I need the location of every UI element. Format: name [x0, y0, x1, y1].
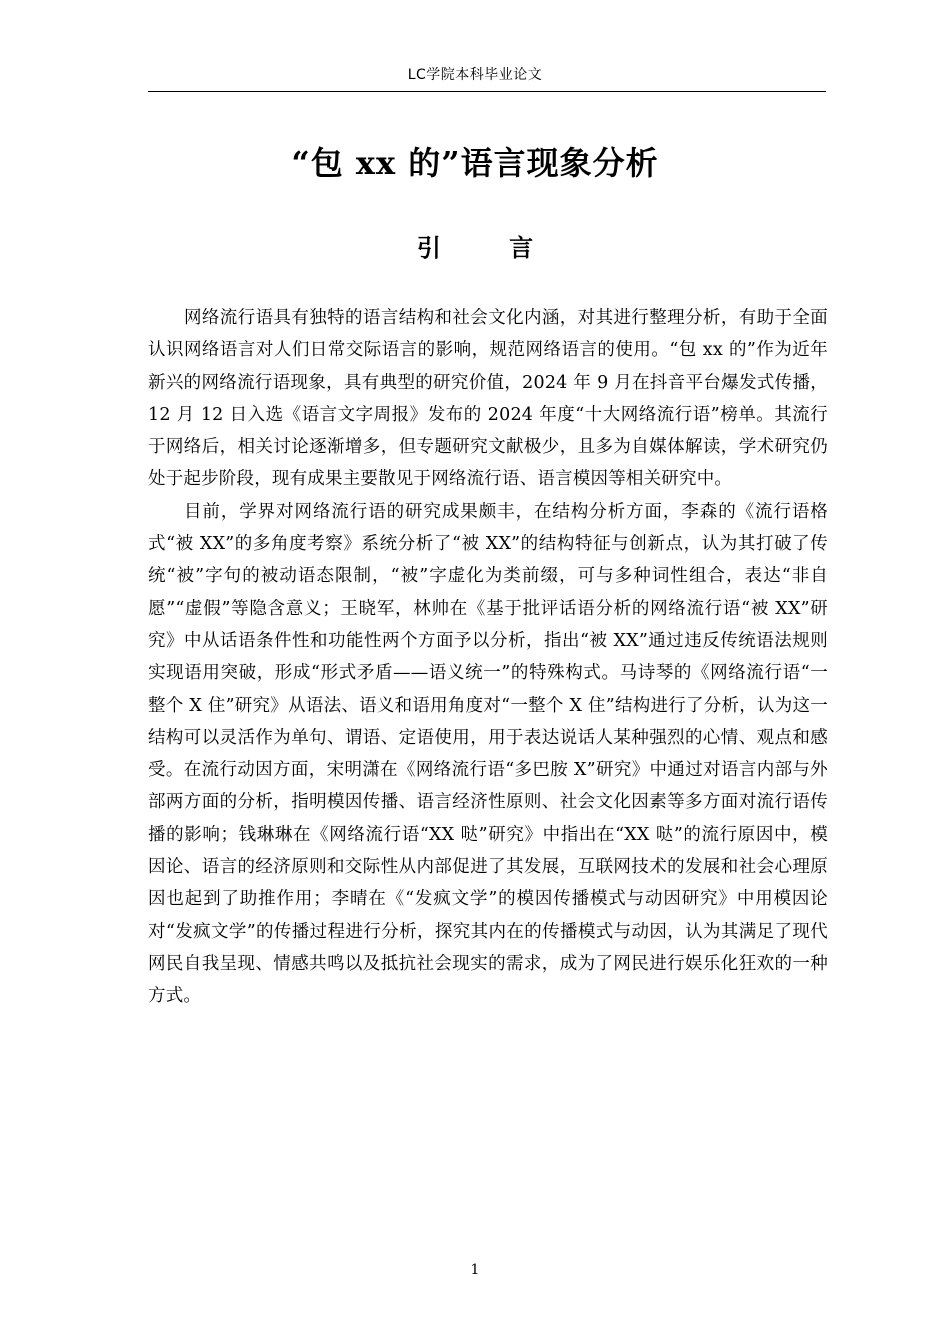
paragraph-2: 目前，学界对网络流行语的研究成果颇丰，在结构分析方面，李森的《流行语格式“被 XX”的多角度考察》系统分析了“被 XX”的结构特征与创新点，认为其打破了传统“被”字句的被动语态限制，“被”字虚化为类前缀，可与多种词性组合，表达“非自愿”“虚假”等隐含意义；王晓军，林帅在《基于批评话语分析的网络流行语“被 XX”研究》中从话语条件性和功能性两个方面予以分析，指出“被 XX”通过违反传统语法规则实现语用突破，形成“形式矛盾——语义统一”的特殊构式。马诗琴的《网络流行语“一整个 X 住”研究》从语法、语义和语用角度对“一整个 X 住”结构进行了分析，认为这一结构可以灵活作为单句、谓语、定语使用，用于表达说话人某种强烈的心情、观点和感受。在流行动因方面，宋明潇在《网络流行语“多巴胺 X”研究》中通过对语言内部与外部两方面的分析，指明模因传播、语言经济性原则、社会文化因素等多方面对流行语传播的影响；钱琳琳在《网络流行语“XX 哒”研究》中指出在“XX 哒”的流行原因中，模因论、语言的经济原则和交际性从内部促进了其发展，互联网技术的发展和社会心理原因也起到了助推作用；李晴在《“发疯文学”的模因传播模式与动因研究》中用模因论对“发疯文学”的传播过程进行分析，探究其内在的传播模式与动因，认为其满足了现代网民自我呈现、情感共鸣以及抵抗社会现实的需求，成为了网民进行娱乐化狂欢的一种方式。	[148, 501, 828, 1007]
document-title: “包 xx 的”语言现象分析	[291, 144, 659, 182]
running-header: LC学院本科毕业论文	[407, 67, 543, 83]
page-number: 1	[470, 1262, 480, 1278]
section-heading-introduction: 引 言	[416, 234, 564, 262]
header-rule	[148, 91, 826, 92]
body-text	[148, 302, 828, 1013]
paragraph-1: 网络流行语具有独特的语言结构和社会文化内涵，对其进行整理分析，有助于全面认识网络语言对人们日常交际语言的影响，规范网络语言的使用。“包 xx 的”作为近年新兴的网络流行语现象，具有典型的研究价值，2024 年 9 月在抖音平台爆发式传播，12 月 12 日入选《语言文字周报》发布的 2024 年度“十大网络流行语”榜单。其流行于网络后，相关讨论逐渐增多，但专题研究文献极少，且多为自媒体解读，学术研究仍处于起步阶段，现有成果主要散见于网络流行语、语言模因等相关研究中。	[148, 308, 828, 490]
